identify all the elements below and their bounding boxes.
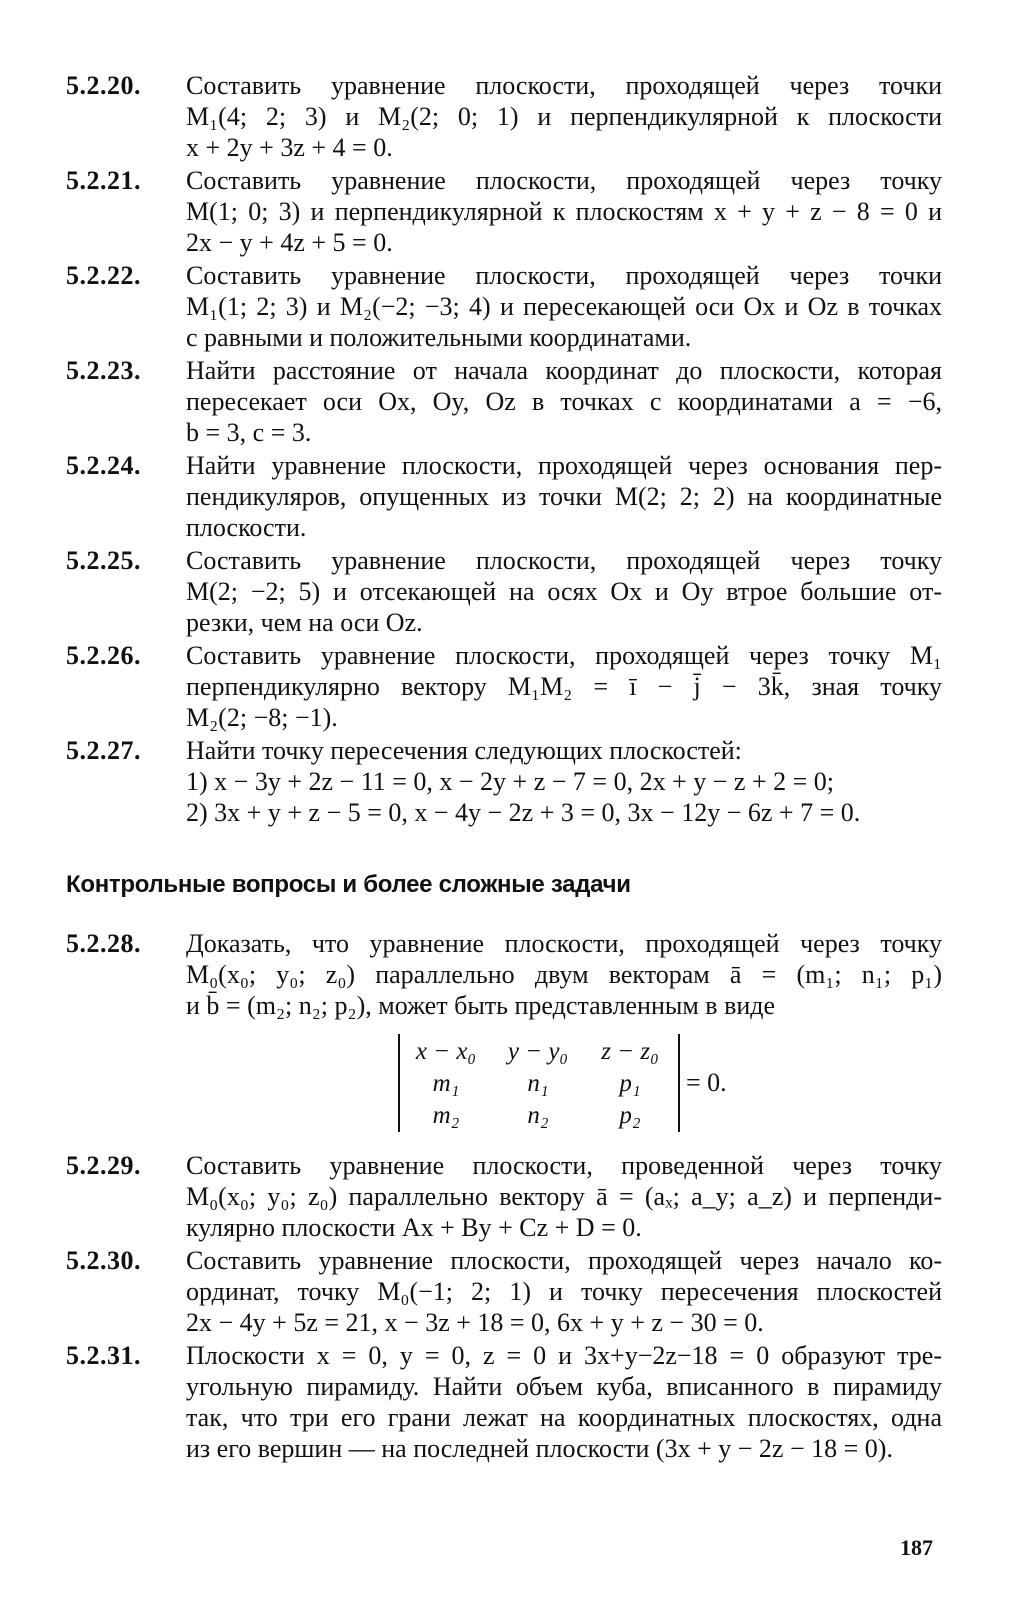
problem-number: 5.2.21. bbox=[66, 166, 141, 195]
problem-text-line: Найти точку пересечения следующих плоскостей: bbox=[186, 736, 742, 765]
determinant-cell: x − x₀ bbox=[415, 1038, 477, 1065]
problem-text-line: M₁(4; 2; 3) и M₂(2; 0; 1) и перпендикулярной к плоскости bbox=[186, 102, 942, 131]
problem-text-line: и b̄ = (m₂; n₂; p₂), может быть представленным в виде bbox=[186, 991, 776, 1020]
problem-text-line: M₀(x₀; y₀; z₀) параллельно двум векторам ā = (m₁; n₁; p₁) bbox=[186, 960, 942, 989]
problem-number: 5.2.24. bbox=[66, 451, 141, 480]
problem-text-line: b = 3, c = 3. bbox=[186, 418, 312, 447]
problem-text-line: Найти уравнение плоскости, проходящей через основания пер- bbox=[186, 451, 942, 480]
problem-text-line: угольную пирамиду. Найти объем куба, вписанного в пирамиду bbox=[186, 1372, 942, 1401]
section-heading: Контрольные вопросы и более сложные задачи bbox=[66, 871, 631, 898]
determinant-cell: p₁ bbox=[619, 1070, 641, 1097]
problem-number: 5.2.27. bbox=[66, 736, 141, 765]
problem-text-line: Составить уравнение плоскости, проходящей через точку bbox=[186, 546, 942, 575]
problem-number: 5.2.31. bbox=[66, 1341, 141, 1370]
determinant-cell: n₂ bbox=[527, 1102, 549, 1129]
problem-text-line: Составить уравнение плоскости, проходящей через точку bbox=[186, 166, 942, 195]
problem-number: 5.2.30. bbox=[66, 1246, 141, 1275]
problem-text-line: плоскости. bbox=[186, 513, 307, 542]
problem-number: 5.2.29. bbox=[66, 1151, 141, 1180]
problem-number: 5.2.23. bbox=[66, 356, 141, 385]
page-number: 187 bbox=[900, 1535, 933, 1560]
problem-text-line: пендикуляров, опущенных из точки M(2; 2; 2) на координатные bbox=[186, 482, 942, 511]
determinant-cell: p₂ bbox=[619, 1102, 641, 1129]
problem-text-line: M₀(x₀; y₀; z₀) параллельно вектору ā = (aₓ; a_y; a_z) и перпенди- bbox=[186, 1182, 942, 1211]
determinant-cell: m₁ bbox=[432, 1070, 460, 1097]
determinant-cell: z − z₀ bbox=[601, 1038, 659, 1065]
problem-text-line: M(2; −2; 5) и отсекающей на осях Ox и Oy втрое большие от- bbox=[186, 577, 942, 606]
problem-text-line: Доказать, что уравнение плоскости, проходящей через точку bbox=[186, 929, 942, 958]
problem-text-line: резки, чем на оси Oz. bbox=[186, 608, 423, 637]
problem-text-line: Составить уравнение плоскости, проходящей через начало ко- bbox=[186, 1246, 942, 1275]
problem-text-line: x + 2y + 3z + 4 = 0. bbox=[186, 133, 393, 162]
problem-number: 5.2.22. bbox=[66, 261, 141, 290]
problem-text-line: перпендикулярно вектору M₁M₂ = ī − j̄ − 3k̄, зная точку bbox=[186, 672, 942, 701]
determinant-cell: m₂ bbox=[432, 1102, 460, 1129]
problem-number: 5.2.26. bbox=[66, 641, 141, 670]
problem-text-line: 2x − y + 4z + 5 = 0. bbox=[186, 228, 393, 257]
problem-text-line: так, что три его грани лежат на координатных плоскостях, одна bbox=[186, 1403, 942, 1432]
determinant bbox=[398, 1034, 680, 1132]
determinant-cell: n₁ bbox=[527, 1070, 549, 1097]
determinant-equals: = 0. bbox=[686, 1068, 727, 1097]
problem-number: 5.2.25. bbox=[66, 546, 141, 575]
problem-number: 5.2.20. bbox=[66, 71, 141, 100]
problem-number: 5.2.28. bbox=[66, 929, 141, 958]
problem-text-line: M(1; 0; 3) и перпендикулярной к плоскостям x + y + z − 8 = 0 и bbox=[186, 197, 942, 226]
problem-text-line: Плоскости x = 0, y = 0, z = 0 и 3x+y−2z−18 = 0 образуют тре- bbox=[186, 1341, 942, 1370]
problem-text-line: M₁(1; 2; 3) и M₂(−2; −3; 4) и пересекающей оси Ox и Oz в точках bbox=[186, 292, 942, 321]
problem-text-line: Составить уравнение плоскости, проходящей через точки bbox=[186, 261, 942, 290]
problem-text-line: Составить уравнение плоскости, проведенной через точку bbox=[186, 1151, 942, 1180]
problem-text-line: Составить уравнение плоскости, проходящей через точку M₁ bbox=[186, 641, 942, 670]
problem-text-line: 1) x − 3y + 2z − 11 = 0, x − 2y + z − 7 = 0, 2x + y − z + 2 = 0; bbox=[186, 767, 834, 796]
problem-text-line: 2x − 4y + 5z = 21, x − 3z + 18 = 0, 6x + y + z − 30 = 0. bbox=[186, 1308, 764, 1337]
problem-text-line: Составить уравнение плоскости, проходящей через точки bbox=[186, 71, 942, 100]
problem-text-line: с равными и положительными координатами. bbox=[186, 323, 692, 352]
problem-text-line: кулярно плоскости Ax + By + Cz + D = 0. bbox=[186, 1213, 642, 1242]
problem-text-line: 2) 3x + y + z − 5 = 0, x − 4y − 2z + 3 = 0, 3x − 12y − 6z + 7 = 0. bbox=[186, 798, 861, 827]
problem-text-line: из его вершин — на последней плоскости (3x + y − 2z − 18 = 0). bbox=[186, 1434, 893, 1463]
problem-text-line: M₂(2; −8; −1). bbox=[186, 703, 338, 732]
problem-text-line: Найти расстояние от начала координат до плоскости, которая bbox=[186, 356, 942, 385]
determinant-cell: y − y₀ bbox=[507, 1038, 569, 1065]
problem-text-line: пересекает оси Ox, Oy, Oz в точках с координатами a = −6, bbox=[186, 387, 942, 416]
problem-text-line: ординат, точку M₀(−1; 2; 1) и точку пересечения плоскостей bbox=[186, 1277, 942, 1306]
